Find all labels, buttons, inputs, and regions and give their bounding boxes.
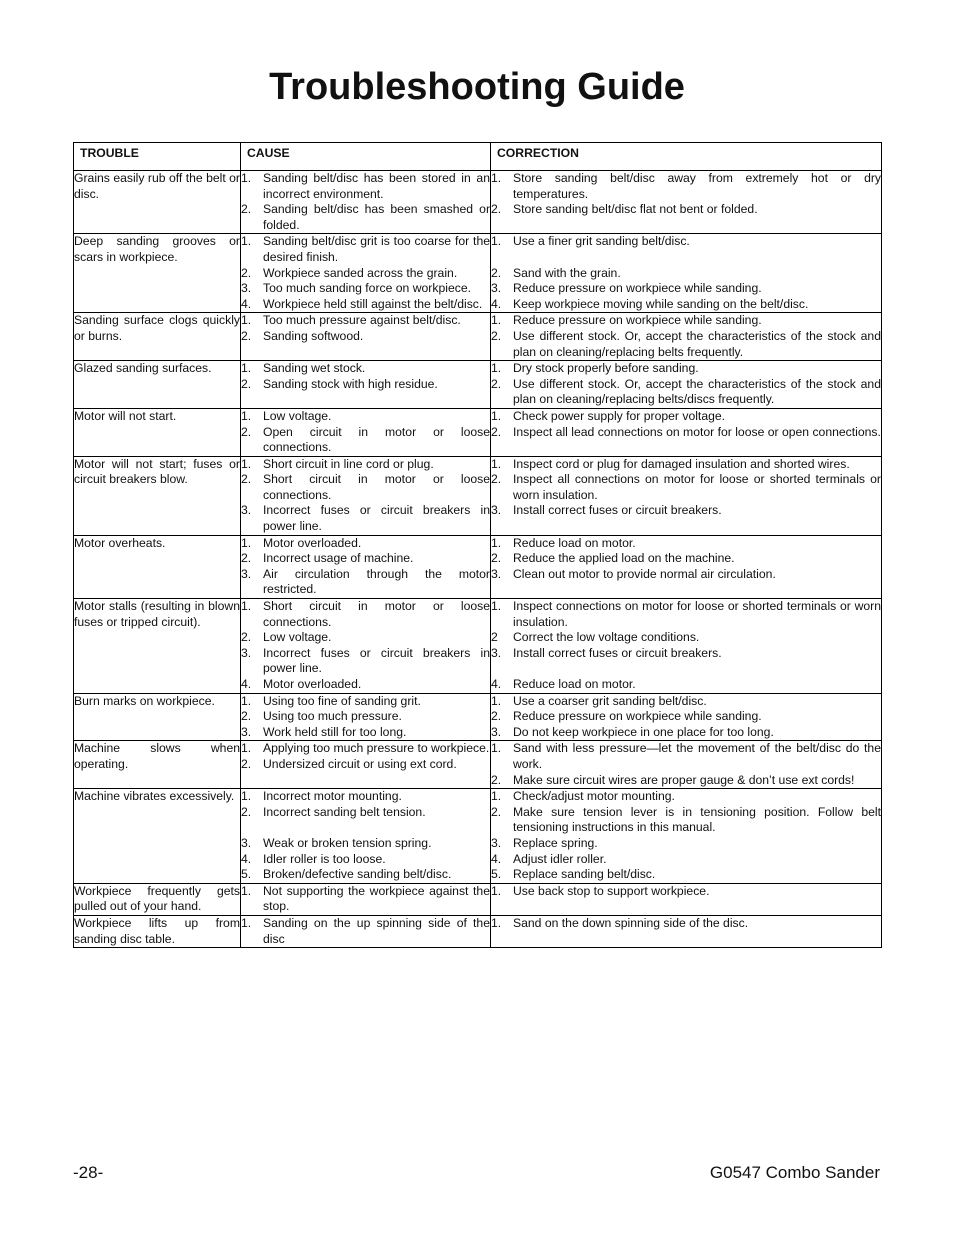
cause-item bbox=[241, 709, 490, 725]
correction-item bbox=[491, 171, 881, 202]
item-number: 3. bbox=[241, 566, 252, 581]
item-text: Check power supply for proper voltage. bbox=[513, 408, 726, 423]
item-number: 1. bbox=[241, 599, 252, 614]
correction-item bbox=[491, 773, 881, 789]
item-text: Work held still for too long. bbox=[263, 724, 407, 739]
item-number: 1. bbox=[241, 741, 252, 756]
item-text: Incorrect fuses or circuit breakers in power line. bbox=[263, 503, 490, 534]
item-text: Incorrect usage of machine. bbox=[263, 551, 414, 566]
item-text: Short circuit in line cord or plug. bbox=[263, 456, 434, 471]
cause-item bbox=[241, 171, 490, 202]
item-number: 1. bbox=[241, 171, 252, 185]
item-text: Reduce pressure on workpiece while sanding. bbox=[513, 709, 762, 724]
trouble-cell: Burn marks on workpiece. bbox=[74, 693, 241, 741]
cause-item bbox=[241, 297, 490, 313]
item-text: Weak or broken tension spring. bbox=[263, 835, 432, 850]
correction-item bbox=[491, 266, 881, 282]
correction-item bbox=[491, 630, 881, 646]
table-row bbox=[74, 171, 882, 234]
item-number: 1. bbox=[241, 535, 252, 550]
correction-item bbox=[491, 361, 881, 377]
table-row bbox=[74, 535, 882, 598]
item-text: Too much sanding force on workpiece. bbox=[263, 281, 471, 296]
item-number: 1. bbox=[241, 693, 252, 708]
item-number: 2. bbox=[241, 551, 252, 566]
correction-cell bbox=[491, 171, 882, 234]
table-row bbox=[74, 915, 882, 947]
trouble-cell: Grains easily rub off the belt or disc. bbox=[74, 171, 241, 234]
correction-cell bbox=[491, 408, 882, 456]
correction-item bbox=[491, 377, 881, 408]
item-text: Undersized circuit or using ext cord. bbox=[263, 756, 457, 771]
item-text: Too much pressure against belt/disc. bbox=[263, 313, 461, 328]
cause-item bbox=[241, 503, 490, 534]
item-number: 3. bbox=[491, 566, 502, 581]
item-text: Idler roller is too loose. bbox=[263, 851, 386, 866]
item-text: Sanding wet stock. bbox=[263, 361, 366, 376]
header-cause: CAUSE bbox=[241, 143, 491, 171]
cause-cell bbox=[241, 915, 491, 947]
correction-cell bbox=[491, 313, 882, 361]
item-text: Use a finer grit sanding belt/disc. bbox=[513, 234, 690, 249]
cause-item bbox=[241, 266, 490, 282]
item-text: Sand with the grain. bbox=[513, 265, 621, 280]
item-text: Store sanding belt/disc away from extremely hot or dry temperatures. bbox=[513, 171, 881, 201]
item-number: 1. bbox=[491, 915, 502, 930]
item-text: Check/adjust motor mounting. bbox=[513, 789, 675, 804]
correction-item bbox=[491, 425, 881, 441]
item-number: 1. bbox=[241, 313, 252, 328]
item-number: 1. bbox=[491, 741, 502, 756]
item-text: Store sanding belt/disc flat not bent or folded. bbox=[513, 202, 758, 217]
correction-item bbox=[491, 741, 881, 772]
item-text: Short circuit in motor or loose connections. bbox=[263, 599, 490, 629]
correction-cell bbox=[491, 361, 882, 409]
item-number: 1. bbox=[491, 535, 502, 550]
item-number: 2. bbox=[491, 804, 502, 819]
correction-item bbox=[491, 694, 881, 710]
item-number: 3. bbox=[491, 645, 502, 660]
item-text: Workpiece sanded across the grain. bbox=[263, 265, 458, 280]
cause-cell bbox=[241, 361, 491, 409]
spacer bbox=[241, 820, 490, 836]
trouble-cell: Motor will not start. bbox=[74, 408, 241, 456]
correction-item bbox=[491, 852, 881, 868]
cause-item bbox=[241, 677, 490, 693]
item-text: Make sure tension lever is in tensioning position. Follow belt tensioning instructions in this manual. bbox=[513, 804, 881, 835]
cause-item bbox=[241, 867, 490, 883]
item-text: Reduce pressure on workpiece while sanding. bbox=[513, 313, 762, 328]
correction-item bbox=[491, 677, 881, 693]
item-text: Reduce pressure on workpiece while sanding. bbox=[513, 281, 762, 296]
cause-item bbox=[241, 234, 490, 265]
item-number: 1. bbox=[491, 313, 502, 328]
item-number: 1. bbox=[241, 915, 252, 930]
item-number: 4. bbox=[491, 677, 502, 691]
spacer bbox=[491, 250, 881, 266]
correction-item bbox=[491, 281, 881, 297]
item-number: 4. bbox=[491, 851, 502, 866]
item-number: 2. bbox=[241, 376, 252, 391]
correction-item bbox=[491, 709, 881, 725]
cause-cell bbox=[241, 599, 491, 694]
item-text: Clean out motor to provide normal air circulation. bbox=[513, 566, 776, 581]
item-text: Dry stock properly before sanding. bbox=[513, 361, 699, 376]
item-number: 3. bbox=[491, 503, 502, 518]
item-number: 1. bbox=[491, 408, 502, 423]
cause-item bbox=[241, 599, 490, 630]
correction-cell bbox=[491, 741, 882, 789]
cause-cell bbox=[241, 171, 491, 234]
item-text: Low voltage. bbox=[263, 630, 332, 645]
item-text: Install correct fuses or circuit breakers. bbox=[513, 645, 722, 660]
trouble-cell: Sanding surface clogs quickly or burns. bbox=[74, 313, 241, 361]
item-number: 1. bbox=[491, 789, 502, 804]
item-text: Adjust idler roller. bbox=[513, 851, 607, 866]
cause-cell bbox=[241, 693, 491, 741]
item-number: 4. bbox=[241, 851, 252, 866]
cause-item bbox=[241, 361, 490, 377]
item-text: Broken/defective sanding belt/disc. bbox=[263, 867, 452, 882]
item-text: Reduce the applied load on the machine. bbox=[513, 551, 735, 566]
cause-cell bbox=[241, 234, 491, 313]
item-number: 3. bbox=[491, 835, 502, 850]
table-row bbox=[74, 361, 882, 409]
item-number: 2. bbox=[491, 551, 502, 566]
item-number: 1. bbox=[241, 408, 252, 423]
item-text: Sanding belt/disc has been smashed or folded. bbox=[263, 202, 490, 232]
item-text: Motor overloaded. bbox=[263, 677, 362, 691]
table-row bbox=[74, 408, 882, 456]
item-number: 2. bbox=[491, 772, 502, 787]
item-text: Workpiece held still against the belt/disc. bbox=[263, 296, 483, 311]
item-number: 1. bbox=[491, 599, 502, 614]
item-number: 5. bbox=[241, 867, 252, 882]
correction-item bbox=[491, 599, 881, 630]
item-text: Inspect all lead connections on motor for loose or open connections. bbox=[513, 424, 881, 439]
item-text: Sand on the down spinning side of the disc. bbox=[513, 915, 749, 930]
correction-item bbox=[491, 567, 881, 583]
item-text: Incorrect sanding belt tension. bbox=[263, 804, 426, 819]
correction-cell bbox=[491, 789, 882, 884]
cause-item bbox=[241, 329, 490, 345]
correction-cell bbox=[491, 234, 882, 313]
table-row bbox=[74, 599, 882, 694]
table-row bbox=[74, 883, 882, 915]
item-number: 1. bbox=[491, 361, 502, 376]
item-number: 2. bbox=[491, 424, 502, 439]
item-number: 1. bbox=[491, 456, 502, 471]
item-text: Short circuit in motor or loose connections. bbox=[263, 472, 490, 502]
item-text: Use different stock. Or, accept the characteristics of the stock and plan on cleaning/replacing belts/discs frequently. bbox=[513, 376, 881, 407]
item-text: Using too fine of sanding grit. bbox=[263, 693, 421, 708]
item-text: Inspect connections on motor for loose or shorted terminals or worn insulation. bbox=[513, 599, 881, 629]
table-row bbox=[74, 456, 882, 535]
item-text: Use different stock. Or, accept the characteristics of the stock and plan on cleaning/replacing belts frequently. bbox=[513, 328, 881, 359]
cause-item bbox=[241, 567, 490, 598]
item-text: Sanding belt/disc has been stored in an incorrect environment. bbox=[263, 171, 490, 201]
correction-cell bbox=[491, 883, 882, 915]
item-number: 1. bbox=[241, 361, 252, 376]
item-number: 2. bbox=[491, 265, 502, 280]
correction-item bbox=[491, 234, 881, 250]
item-number: 2. bbox=[241, 265, 252, 280]
item-text: Air circulation through the motor restricted. bbox=[263, 566, 490, 597]
item-text: Replace spring. bbox=[513, 835, 598, 850]
cause-cell bbox=[241, 313, 491, 361]
cause-item bbox=[241, 646, 490, 677]
correction-item bbox=[491, 916, 881, 932]
item-number: 3. bbox=[241, 724, 252, 739]
item-text: Applying too much pressure to workpiece. bbox=[263, 741, 490, 756]
item-text: Reduce load on motor. bbox=[513, 677, 636, 691]
item-number: 2. bbox=[241, 630, 252, 645]
item-number: 2. bbox=[491, 328, 502, 343]
trouble-cell: Glazed sanding surfaces. bbox=[74, 361, 241, 409]
table-row bbox=[74, 789, 882, 884]
correction-item bbox=[491, 884, 881, 900]
correction-item bbox=[491, 536, 881, 552]
correction-item bbox=[491, 472, 881, 503]
correction-cell bbox=[491, 456, 882, 535]
cause-item bbox=[241, 630, 490, 646]
item-number: 2. bbox=[491, 376, 502, 391]
trouble-cell: Workpiece frequently gets pulled out of your hand. bbox=[74, 883, 241, 915]
item-number: 3. bbox=[241, 281, 252, 296]
cause-cell bbox=[241, 535, 491, 598]
correction-item bbox=[491, 805, 881, 836]
item-text: Using too much pressure. bbox=[263, 709, 402, 724]
item-text: Incorrect fuses or circuit breakers in power line. bbox=[263, 645, 490, 676]
correction-cell bbox=[491, 535, 882, 598]
item-number: 3. bbox=[491, 724, 502, 739]
cause-item bbox=[241, 536, 490, 552]
cause-item bbox=[241, 805, 490, 821]
item-number: 2. bbox=[241, 756, 252, 771]
trouble-cell: Deep sanding grooves or scars in workpiece. bbox=[74, 234, 241, 313]
cause-item bbox=[241, 202, 490, 233]
spacer bbox=[491, 661, 881, 677]
cause-item bbox=[241, 551, 490, 567]
trouble-cell: Machine slows when operating. bbox=[74, 741, 241, 789]
item-text: Incorrect motor mounting. bbox=[263, 789, 402, 804]
item-number: 1. bbox=[491, 883, 502, 898]
item-text: Sanding belt/disc grit is too coarse for the desired finish. bbox=[263, 234, 490, 264]
item-text: Use back stop to support workpiece. bbox=[513, 883, 710, 898]
item-number: 1. bbox=[241, 234, 252, 249]
cause-item bbox=[241, 852, 490, 868]
table-row bbox=[74, 693, 882, 741]
correction-cell bbox=[491, 915, 882, 947]
page-number: -28- bbox=[73, 1163, 104, 1182]
cause-item bbox=[241, 694, 490, 710]
correction-item bbox=[491, 646, 881, 662]
item-text: Open circuit in motor or loose connections. bbox=[263, 424, 490, 455]
correction-item bbox=[491, 457, 881, 473]
cause-cell bbox=[241, 741, 491, 789]
item-text: Make sure circuit wires are proper gauge & don’t use ext cords! bbox=[513, 772, 855, 787]
item-number: 1. bbox=[491, 171, 502, 185]
header-correction: CORRECTION bbox=[491, 143, 882, 171]
item-number: 3. bbox=[241, 835, 252, 850]
item-number: 2. bbox=[491, 202, 502, 217]
item-number: 1. bbox=[241, 883, 252, 898]
item-number: 3. bbox=[241, 503, 252, 518]
correction-item bbox=[491, 867, 881, 883]
item-text: Not supporting the workpiece against the stop. bbox=[263, 883, 490, 914]
cause-cell bbox=[241, 789, 491, 884]
item-number: 3. bbox=[241, 645, 252, 660]
item-text: Sand with less pressure—let the movement of the belt/disc do the work. bbox=[513, 741, 881, 771]
cause-item bbox=[241, 789, 490, 805]
item-number: 2. bbox=[241, 328, 252, 343]
table-row bbox=[74, 313, 882, 361]
item-number: 4. bbox=[491, 296, 502, 311]
correction-item bbox=[491, 202, 881, 218]
header-trouble: TROUBLE bbox=[74, 143, 241, 171]
trouble-cell: Motor stalls (resulting in blown fuses or tripped circuit). bbox=[74, 599, 241, 694]
cause-cell bbox=[241, 408, 491, 456]
item-text: Install correct fuses or circuit breakers. bbox=[513, 503, 722, 518]
item-number: 2 bbox=[491, 630, 498, 645]
item-text: Low voltage. bbox=[263, 408, 332, 423]
item-text: Sanding on the up spinning side of the disc bbox=[263, 915, 490, 946]
item-number: 2. bbox=[241, 804, 252, 819]
item-number: 1. bbox=[491, 693, 502, 708]
trouble-cell: Machine vibrates excessively. bbox=[74, 789, 241, 884]
correction-item bbox=[491, 503, 881, 519]
item-text: Sanding stock with high residue. bbox=[263, 376, 438, 391]
item-text: Reduce load on motor. bbox=[513, 535, 636, 550]
item-text: Keep workpiece moving while sanding on the belt/disc. bbox=[513, 296, 809, 311]
correction-item bbox=[491, 329, 881, 360]
item-number: 2. bbox=[241, 424, 252, 439]
item-text: Sanding softwood. bbox=[263, 328, 364, 343]
trouble-cell: Workpiece lifts up from sanding disc table. bbox=[74, 915, 241, 947]
item-text: Do not keep workpiece in one place for too long. bbox=[513, 724, 774, 739]
cause-item bbox=[241, 725, 490, 741]
item-text: Use a coarser grit sanding belt/disc. bbox=[513, 693, 707, 708]
page-title: Troubleshooting Guide bbox=[269, 66, 685, 108]
correction-item bbox=[491, 313, 881, 329]
cause-item bbox=[241, 916, 490, 947]
item-text: Inspect all connections on motor for loose or shorted terminals or worn insulation. bbox=[513, 472, 881, 502]
item-number: 1. bbox=[241, 789, 252, 804]
correction-item bbox=[491, 409, 881, 425]
item-text: Inspect cord or plug for damaged insulation and shorted wires. bbox=[513, 456, 850, 471]
item-number: 5. bbox=[491, 867, 502, 882]
item-number: 4. bbox=[241, 296, 252, 311]
cause-item bbox=[241, 457, 490, 473]
cause-item bbox=[241, 757, 490, 773]
cause-item bbox=[241, 409, 490, 425]
correction-item bbox=[491, 725, 881, 741]
item-text: Correct the low voltage conditions. bbox=[513, 630, 700, 645]
correction-item bbox=[491, 789, 881, 805]
cause-item bbox=[241, 313, 490, 329]
correction-cell bbox=[491, 599, 882, 694]
cause-cell bbox=[241, 456, 491, 535]
correction-cell bbox=[491, 693, 882, 741]
correction-item bbox=[491, 836, 881, 852]
troubleshooting-table bbox=[73, 142, 882, 948]
header-row bbox=[74, 143, 882, 171]
item-text: Replace sanding belt/disc. bbox=[513, 867, 656, 882]
manual-name: G0547 Combo Sander bbox=[709, 1163, 880, 1182]
trouble-cell: Motor will not start; fuses or circuit breakers blow. bbox=[74, 456, 241, 535]
trouble-cell: Motor overheats. bbox=[74, 535, 241, 598]
item-number: 2. bbox=[241, 202, 252, 217]
item-number: 2. bbox=[241, 472, 252, 487]
item-text: Motor overloaded. bbox=[263, 535, 362, 550]
item-number: 1. bbox=[241, 456, 252, 471]
item-number: 1. bbox=[491, 234, 502, 249]
cause-item bbox=[241, 281, 490, 297]
correction-item bbox=[491, 551, 881, 567]
table-row bbox=[74, 234, 882, 313]
cause-cell bbox=[241, 883, 491, 915]
item-number: 3. bbox=[491, 281, 502, 296]
correction-item bbox=[491, 297, 881, 313]
cause-item bbox=[241, 425, 490, 456]
item-number: 2. bbox=[241, 709, 252, 724]
cause-item bbox=[241, 741, 490, 757]
table-row bbox=[74, 741, 882, 789]
cause-item bbox=[241, 884, 490, 915]
cause-item bbox=[241, 377, 490, 393]
cause-item bbox=[241, 836, 490, 852]
item-number: 2. bbox=[491, 709, 502, 724]
item-number: 4. bbox=[241, 677, 252, 691]
item-number: 2. bbox=[491, 472, 502, 487]
cause-item bbox=[241, 472, 490, 503]
